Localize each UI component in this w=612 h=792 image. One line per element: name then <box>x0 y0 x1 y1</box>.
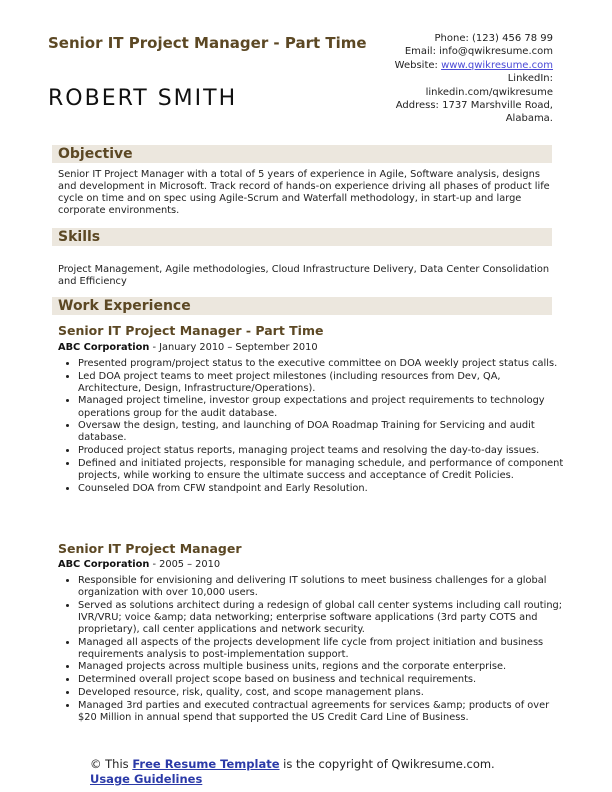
list-item: • Managed projects across multiple business units, regions and the corporate enterprise. <box>78 661 564 673</box>
job-2-company: ABC Corporation <box>58 559 150 570</box>
skills-section-header <box>52 228 552 246</box>
list-item: • Managed all aspects of the projects development life cycle from project initiation and business requirements analysis to post-implementation support. <box>78 637 564 661</box>
website-line <box>353 59 553 72</box>
usage-guidelines-link[interactable]: Usage Guidelines <box>90 772 203 786</box>
footer-middle: is the copyright of Qwikresume.com. <box>279 757 495 771</box>
objective-text: Senior IT Project Manager with a total of 5 years of experience in Agile, Software analysis, designs and development in Microsoft. Track record of hands-on experience driving all phases of product life cycle on time and on spec using Agile-Scrum and Waterfall methodology, in start-up and large corporate environments. <box>58 169 550 216</box>
work-heading: Work Experience <box>58 298 191 314</box>
job-1-title: Senior IT Project Manager - Part Time <box>58 323 324 338</box>
skills-text: Project Management, Agile methodologies, Cloud Infrastructure Delivery, Data Center Consolidation and Efficiency <box>58 264 550 287</box>
list-item: • Served as solutions architect during a redesign of global call center systems including call routing; IVR/VRU; voice &amp; data networking; enterprise software applications (3rd party COTS and proprietary), call center applications and network security. <box>78 600 564 636</box>
address-line-1: Address: 1737 Marshville Road, <box>395 100 553 112</box>
objective-heading: Objective <box>58 146 133 162</box>
copyright-footer <box>90 757 530 787</box>
job-title: Senior IT Project Manager - Part Time <box>48 34 367 52</box>
list-item: • Led DOA project teams to meet project milestones (including resources from Dev, QA, Architecture, Design, Infrastructure/Operations). <box>78 371 564 395</box>
list-item: • Defined and initiated projects, responsible for managing schedule, and performance of component projects, while working to ensure the ultimate success and acceptance of Credit Policies. <box>78 458 564 482</box>
free-resume-template-link[interactable]: Free Resume Template <box>132 757 280 771</box>
contact-block <box>353 32 553 126</box>
list-item: • Counseled DOA from CFW standpoint and Early Resolution. <box>78 483 564 495</box>
job-1-duties <box>64 358 564 495</box>
job-2-dates: - 2005 – 2010 <box>149 559 221 570</box>
website-label: Website: <box>394 59 438 71</box>
resume-header <box>48 30 553 126</box>
job-2-company-line <box>58 559 220 570</box>
list-item: • Oversaw the design, testing, and launching of DOA Roadmap Training for Servicing and audit database. <box>78 420 564 444</box>
work-section-header <box>52 297 552 315</box>
job-2-title: Senior IT Project Manager <box>58 541 242 556</box>
list-item: • Managed 3rd parties and executed contractual agreements for services &amp; products of over $20 Million in annual spend that supported the US Credit Card Line of Business. <box>78 700 564 724</box>
objective-section-header <box>52 145 552 163</box>
list-item: • Responsible for envisioning and delivering IT solutions to meet business challenges for a global organization with over 10,000 users. <box>78 575 564 599</box>
address-line-2: Alabama. <box>505 113 553 125</box>
phone: Phone: (123) 456 78 99 <box>434 33 553 44</box>
footer-prefix: © This <box>90 757 133 771</box>
job-1-company: ABC Corporation <box>58 342 150 353</box>
linkedin-label: LinkedIn: <box>507 73 553 85</box>
list-item: • Determined overall project scope based on business and technical requirements. <box>78 674 564 686</box>
list-item: • Presented program/project status to the executive committee on DOA weekly project status calls. <box>78 358 564 370</box>
linkedin-value: linkedin.com/qwikresume <box>425 86 553 98</box>
skills-heading: Skills <box>58 229 101 245</box>
job-1-company-line <box>58 342 318 353</box>
list-item: • Produced project status reports, managing project teams and resolving the day-to-day issues. <box>78 445 564 457</box>
job-2-duties <box>64 575 564 724</box>
candidate-name: ROBERT SMITH <box>48 86 238 111</box>
job-1-dates: - January 2010 – September 2010 <box>149 342 318 353</box>
email: Email: info@qwikresume.com <box>404 46 553 58</box>
website-link[interactable]: www.qwikresume.com <box>441 59 553 71</box>
list-item: • Managed project timeline, investor group expectations and project requirements to technology operations group for the audit database. <box>78 395 564 419</box>
list-item: • Developed resource, risk, quality, cost, and scope management plans. <box>78 687 564 699</box>
